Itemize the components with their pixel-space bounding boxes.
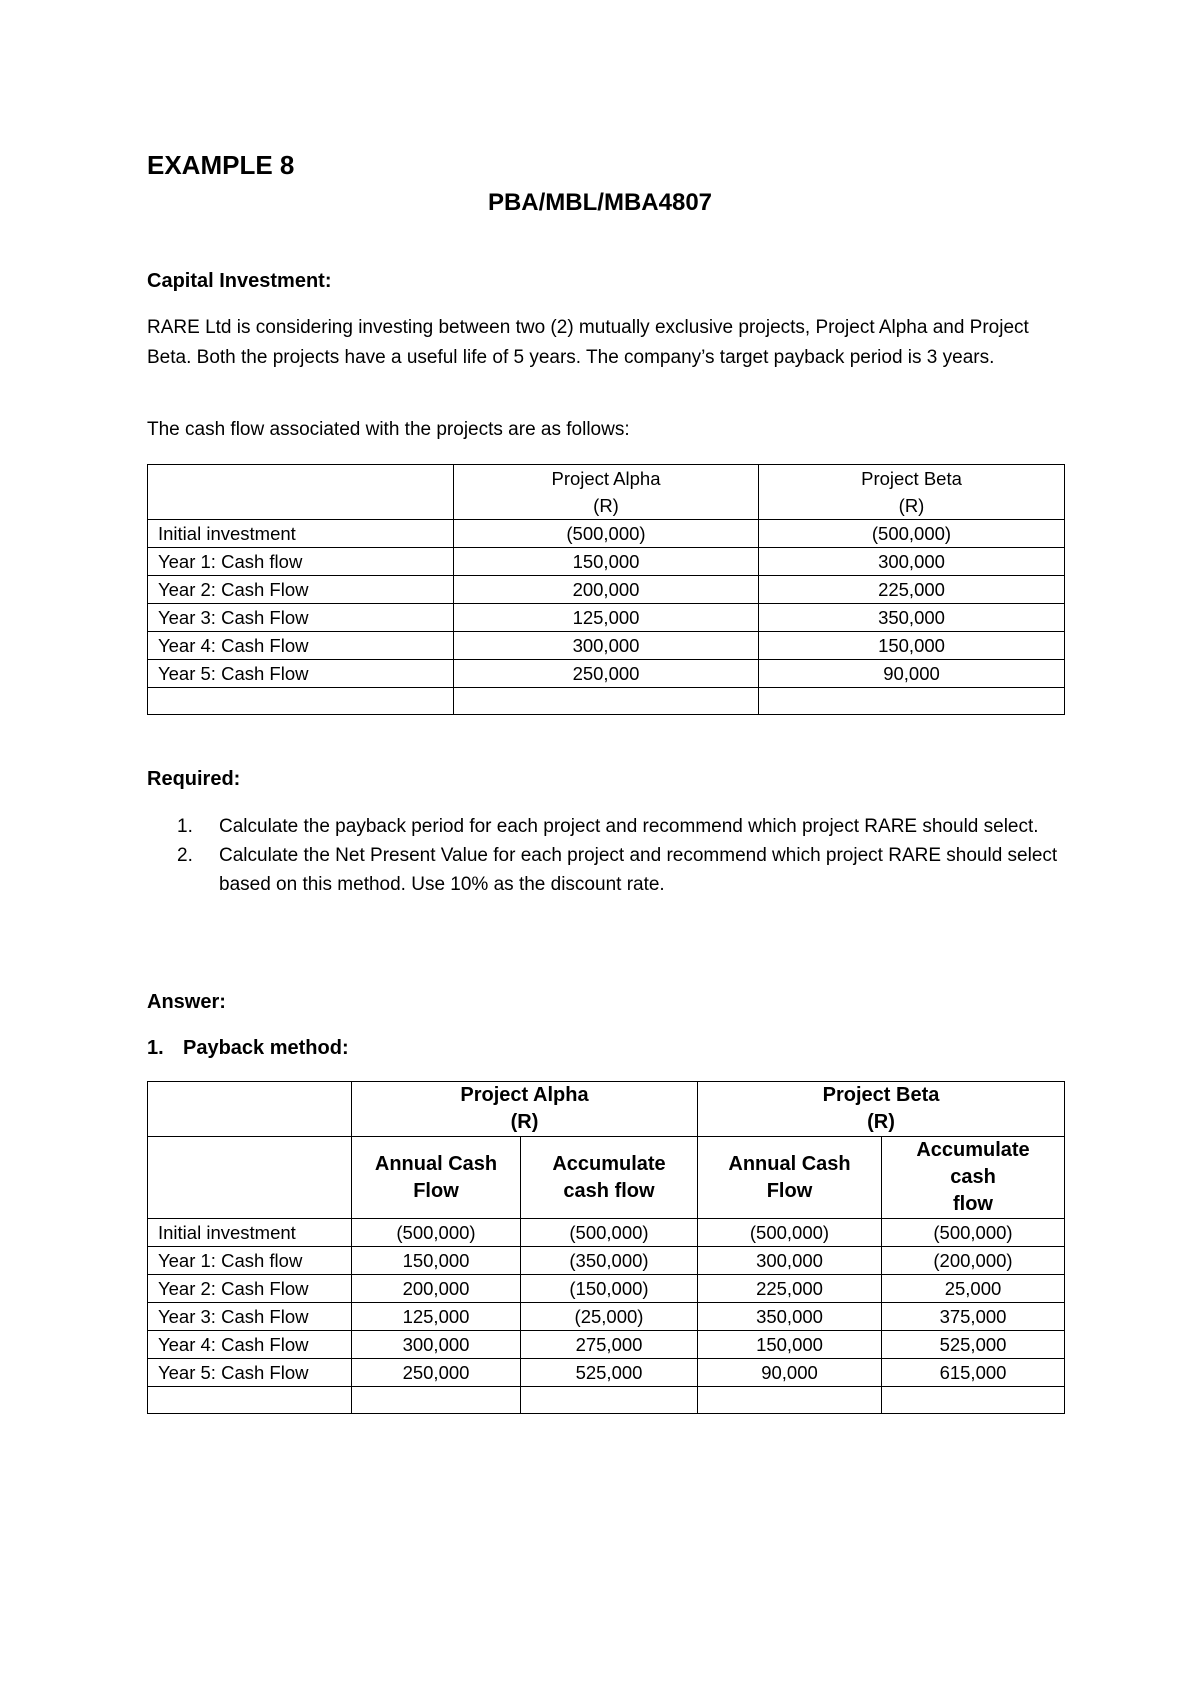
beta-value [759, 688, 1065, 715]
payback-table [147, 1081, 1065, 1414]
row-label: Year 1: Cash flow [148, 1247, 352, 1275]
header-cell-annual-cash-flow: Annual Cash Flow [352, 1137, 521, 1219]
beta-annual: (500,000) [698, 1219, 882, 1247]
beta-accumulated: 525,000 [882, 1331, 1065, 1359]
alpha-value [454, 688, 759, 715]
list-text: Calculate the payback period for each project and recommend which project RARE should select. [219, 816, 1039, 837]
row-label: Initial investment [148, 520, 454, 548]
table-row [148, 1247, 1065, 1275]
row-label: Year 5: Cash Flow [148, 660, 454, 688]
beta-accumulated: 25,000 [882, 1275, 1065, 1303]
header-cell-empty [148, 1082, 352, 1137]
table-row [148, 520, 1065, 548]
header-cell-accumulate-cash-flow: Accumulate cash flow [521, 1137, 698, 1219]
row-label: Year 2: Cash Flow [148, 576, 454, 604]
table-row-empty [148, 1387, 1065, 1414]
table-row [148, 576, 1065, 604]
course-code: PBA/MBL/MBA4807 [487, 189, 713, 216]
table-row [148, 660, 1065, 688]
beta-value: 90,000 [759, 660, 1065, 688]
cash-flow-intro: The cash flow associated with the projects are as follows: [147, 419, 630, 440]
beta-annual: 225,000 [698, 1275, 882, 1303]
header-cell-annual-cash-flow: Annual Cash Flow [698, 1137, 882, 1219]
alpha-accumulated: (150,000) [521, 1275, 698, 1303]
payback-number: 1. [147, 1037, 164, 1059]
beta-accumulated: (500,000) [882, 1219, 1065, 1247]
table-row [148, 1331, 1065, 1359]
alpha-accumulated [521, 1387, 698, 1414]
table-row [148, 1219, 1065, 1247]
table-sub-header-row [148, 1137, 1065, 1219]
alpha-accumulated: (500,000) [521, 1219, 698, 1247]
row-label: Year 4: Cash Flow [148, 1331, 352, 1359]
row-label: Year 5: Cash Flow [148, 1359, 352, 1387]
beta-annual: 150,000 [698, 1331, 882, 1359]
table-row [148, 1275, 1065, 1303]
header-cell-empty [148, 1137, 352, 1219]
header-cell-project-beta: Project Beta (R) [698, 1082, 1065, 1137]
header-cell-project-beta: Project Beta (R) [759, 465, 1065, 520]
alpha-value: 125,000 [454, 604, 759, 632]
table-row [148, 604, 1065, 632]
alpha-annual: 250,000 [352, 1359, 521, 1387]
alpha-value: 250,000 [454, 660, 759, 688]
beta-annual: 300,000 [698, 1247, 882, 1275]
beta-value: 225,000 [759, 576, 1065, 604]
table-row [148, 548, 1065, 576]
beta-accumulated: 375,000 [882, 1303, 1065, 1331]
row-label: Year 1: Cash flow [148, 548, 454, 576]
payback-text: Payback method: [183, 1037, 349, 1059]
list-number: 2. [177, 845, 193, 866]
required-heading: Required: [147, 768, 241, 790]
list-text: Calculate the Net Present Value for each project and recommend which project RARE should select based on this method. Use 10% as the discount rate. [219, 845, 1058, 895]
alpha-annual: 300,000 [352, 1331, 521, 1359]
table-row-empty [148, 688, 1065, 715]
beta-annual: 350,000 [698, 1303, 882, 1331]
beta-annual [698, 1387, 882, 1414]
alpha-accumulated: (350,000) [521, 1247, 698, 1275]
intro-paragraph: RARE Ltd is considering investing between two (2) mutually exclusive projects, Project Alpha and Project Beta. Both the projects have a useful life of 5 years. The company’s target payback period is 3 years. [147, 317, 1029, 368]
payback-method-heading [147, 1037, 349, 1060]
table-group-header-row [148, 1082, 1065, 1137]
row-label: Initial investment [148, 1219, 352, 1247]
alpha-value: 300,000 [454, 632, 759, 660]
requirements-list [147, 812, 1067, 899]
alpha-accumulated: (25,000) [521, 1303, 698, 1331]
beta-accumulated: 615,000 [882, 1359, 1065, 1387]
row-label [148, 1387, 352, 1414]
example-title: EXAMPLE 8 [147, 150, 295, 180]
alpha-value: (500,000) [454, 520, 759, 548]
header-cell-project-alpha: Project Alpha (R) [352, 1082, 698, 1137]
beta-annual: 90,000 [698, 1359, 882, 1387]
beta-value: 300,000 [759, 548, 1065, 576]
alpha-annual [352, 1387, 521, 1414]
beta-accumulated [882, 1387, 1065, 1414]
alpha-value: 150,000 [454, 548, 759, 576]
header-cell-project-alpha: Project Alpha (R) [454, 465, 759, 520]
table-row [148, 1303, 1065, 1331]
table-header-row [148, 465, 1065, 520]
beta-value: 350,000 [759, 604, 1065, 632]
cash-flow-table [147, 464, 1065, 715]
list-number: 1. [177, 816, 193, 837]
list-item [147, 841, 1067, 899]
alpha-annual: 200,000 [352, 1275, 521, 1303]
list-item [147, 812, 1067, 841]
row-label: Year 4: Cash Flow [148, 632, 454, 660]
table-row [148, 632, 1065, 660]
row-label: Year 2: Cash Flow [148, 1275, 352, 1303]
table-row [148, 1359, 1065, 1387]
capital-investment-heading: Capital Investment: [147, 270, 332, 292]
answer-heading: Answer: [147, 991, 226, 1013]
beta-value: (500,000) [759, 520, 1065, 548]
alpha-value: 200,000 [454, 576, 759, 604]
alpha-annual: 150,000 [352, 1247, 521, 1275]
row-label [148, 688, 454, 715]
alpha-accumulated: 525,000 [521, 1359, 698, 1387]
header-cell-empty [148, 465, 454, 520]
header-cell-accumulate-cash-flow: Accumulate cash flow [882, 1137, 1065, 1219]
alpha-annual: (500,000) [352, 1219, 521, 1247]
alpha-annual: 125,000 [352, 1303, 521, 1331]
beta-value: 150,000 [759, 632, 1065, 660]
row-label: Year 3: Cash Flow [148, 1303, 352, 1331]
alpha-accumulated: 275,000 [521, 1331, 698, 1359]
beta-accumulated: (200,000) [882, 1247, 1065, 1275]
row-label: Year 3: Cash Flow [148, 604, 454, 632]
